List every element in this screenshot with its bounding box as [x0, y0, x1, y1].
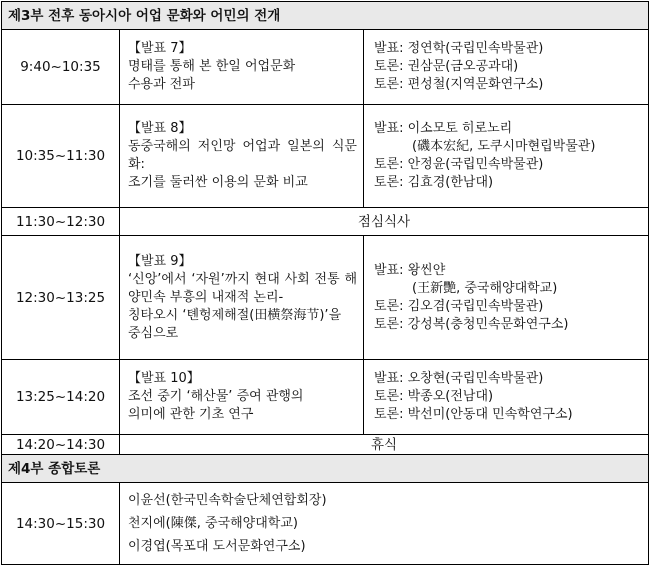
- people-cell: [364, 360, 649, 435]
- talk-title-line: 칭타오시 ‘톈헝제해절(田横祭海节)’을: [128, 307, 342, 323]
- break-label: 점심식사: [120, 208, 649, 236]
- time-cell: 11:30~12:30: [2, 208, 120, 236]
- discussant: 토론: 편성철(지역문화연구소): [374, 77, 544, 92]
- time-cell: 14:20~14:30: [2, 435, 120, 455]
- presenter: 발표: 왕씬얀: [374, 262, 446, 278]
- time-cell: 12:30~13:25: [2, 236, 120, 360]
- presenter: 발표: 정연학(국립민속박물관): [374, 41, 544, 56]
- discussant: 토론: 박종오(전남대): [374, 389, 494, 404]
- time-cell: 10:35~11:30: [2, 105, 120, 208]
- talk-cell: [120, 360, 364, 435]
- people-cell: [364, 105, 649, 208]
- talk-title-line: 수용과 전파: [128, 77, 195, 92]
- time-cell: 14:30~15:30: [2, 483, 120, 565]
- people-cell: [364, 30, 649, 105]
- talk-title-line: 중심으로: [128, 325, 179, 341]
- talk-title-line: 조선 중기 ‘해산물’ 증여 관행의: [128, 389, 304, 404]
- part4-title: 제4부 종합토론: [2, 455, 649, 483]
- discussant: 토론: 권삼문(금오공과대): [374, 59, 519, 74]
- break-label: 휴식: [120, 435, 649, 455]
- presenter: 발표: 이소모토 히로노리: [374, 121, 513, 136]
- people-cell: [364, 236, 649, 360]
- time-cell: 9:40~10:35: [2, 30, 120, 105]
- talk-label: 【발표 7】: [128, 41, 192, 56]
- part3-title: 제3부 전후 동아시아 어업 문화와 어민의 전개: [2, 2, 649, 30]
- schedule-row-break: [2, 435, 649, 455]
- schedule-row-lunch: [2, 208, 649, 236]
- discussant: 토론: 강성복(충청민속문화연구소): [374, 316, 569, 332]
- talk-label: 【발표 9】: [128, 253, 192, 269]
- discussant: 토론: 김오겸(국립민속박물관): [374, 298, 544, 314]
- presenter-affiliation: (磯本宏紀, 도쿠시마현립박물관): [412, 139, 596, 154]
- talk-cell: [120, 236, 364, 360]
- talk-label: 【발표 10】: [128, 371, 200, 386]
- schedule-row-closing: [2, 483, 649, 565]
- discussant: 토론: 김효경(한남대): [374, 175, 494, 190]
- discussant: 토론: 박선미(안동대 민속학연구소): [374, 407, 573, 422]
- talk-title-line: 동중국해의 저인망 어업과 일본의 식문화:: [128, 139, 357, 172]
- presenter-affiliation: (王新艷, 중국해양대학교): [412, 280, 558, 296]
- talk-title-line: 명태를 통해 본 한일 어업문화: [128, 59, 296, 74]
- discussant: 토론: 안정윤(국립민속박물관): [374, 157, 544, 172]
- time-cell: 13:25~14:20: [2, 360, 120, 435]
- panelist: 이경엽(목포대 도서문화연구소): [128, 539, 306, 554]
- schedule-row-talk8: [2, 105, 649, 208]
- program-table: [1, 1, 649, 565]
- talk-title-line: ‘신앙’에서 ‘자원’까지 현대 사회 전통 해양민속 부흥의 내재적 논리-: [128, 271, 357, 305]
- talk-title-line: 조기를 둘러싼 이용의 문화 비교: [128, 175, 308, 190]
- panel-cell: [120, 483, 649, 565]
- schedule-row-talk10: [2, 360, 649, 435]
- schedule-row-talk7: [2, 30, 649, 105]
- panelist: 천지에(陳傑, 중국해양대학교): [128, 516, 298, 531]
- talk-title-line: 의미에 관한 기초 연구: [128, 407, 254, 422]
- presenter: 발표: 오창현(국립민속박물관): [374, 371, 544, 386]
- talk-cell: [120, 105, 364, 208]
- talk-label: 【발표 8】: [128, 121, 192, 136]
- schedule-row-talk9: [2, 236, 649, 360]
- panelist: 이윤선(한국민속학술단체연합회장): [128, 493, 327, 508]
- talk-cell: [120, 30, 364, 105]
